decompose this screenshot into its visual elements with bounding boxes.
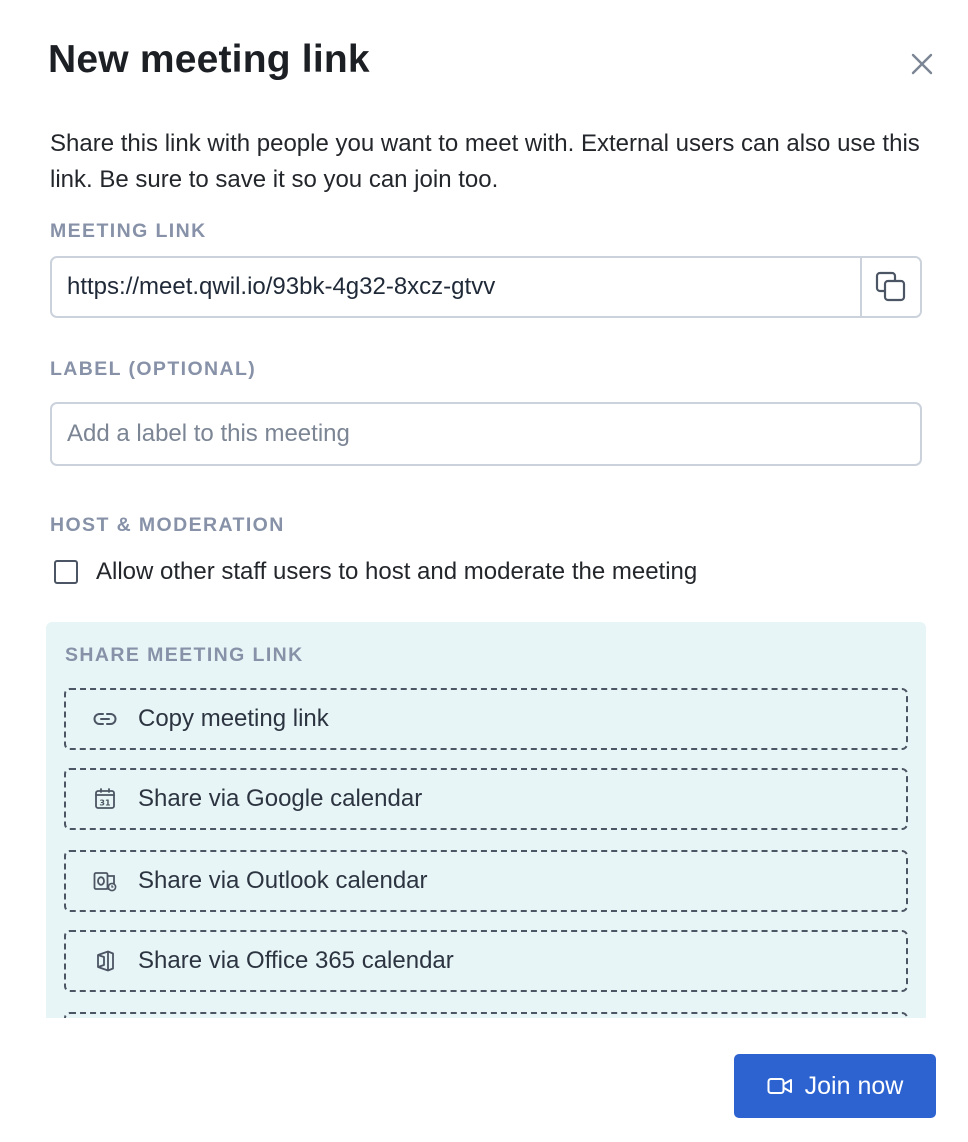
meeting-link-field (50, 256, 922, 318)
close-icon (910, 52, 934, 76)
host-moderation-row (54, 558, 697, 586)
svg-text:31: 31 (99, 798, 111, 808)
copy-link-button[interactable] (860, 258, 920, 316)
share-meeting-label: SHARE MEETING LINK (65, 644, 304, 666)
label-optional-label: LABEL (OPTIONAL) (50, 358, 257, 380)
close-button[interactable] (904, 46, 940, 82)
meeting-label-input[interactable] (52, 404, 920, 464)
host-moderation-checkbox[interactable] (54, 560, 78, 584)
host-moderation-checkbox-label[interactable]: Allow other staff users to host and moderate the meeting (96, 558, 698, 585)
share-outlook-calendar-button[interactable] (64, 850, 908, 912)
dialog-title: New meeting link (48, 38, 370, 81)
share-office-365-button[interactable] (64, 930, 908, 992)
office-365-icon (92, 948, 118, 974)
host-moderation-label: HOST & MODERATION (50, 514, 285, 536)
meeting-link-label: MEETING LINK (50, 220, 207, 242)
meeting-link-input[interactable] (52, 258, 860, 316)
link-icon (92, 706, 118, 732)
copy-meeting-link-button[interactable] (64, 688, 908, 750)
google-calendar-icon (92, 786, 118, 812)
copy-icon (874, 270, 908, 304)
share-meeting-panel (46, 622, 926, 1018)
video-camera-icon (767, 1076, 793, 1096)
share-office-365-label: Share via Office 365 calendar (138, 947, 454, 974)
share-more-button[interactable] (64, 1012, 908, 1018)
join-now-label: Join now (804, 1071, 904, 1100)
meeting-label-field (50, 402, 922, 466)
share-outlook-calendar-label: Share via Outlook calendar (138, 867, 428, 894)
share-google-calendar-button[interactable] (64, 768, 908, 830)
join-now-button[interactable] (734, 1054, 936, 1118)
dialog-description: Share this link with people you want to meet with. External users can also use this link. Be sure to save it so you can join too. (50, 130, 920, 193)
copy-meeting-link-label: Copy meeting link (138, 705, 329, 732)
outlook-calendar-icon (92, 868, 118, 894)
share-google-calendar-label: Share via Google calendar (138, 785, 423, 812)
